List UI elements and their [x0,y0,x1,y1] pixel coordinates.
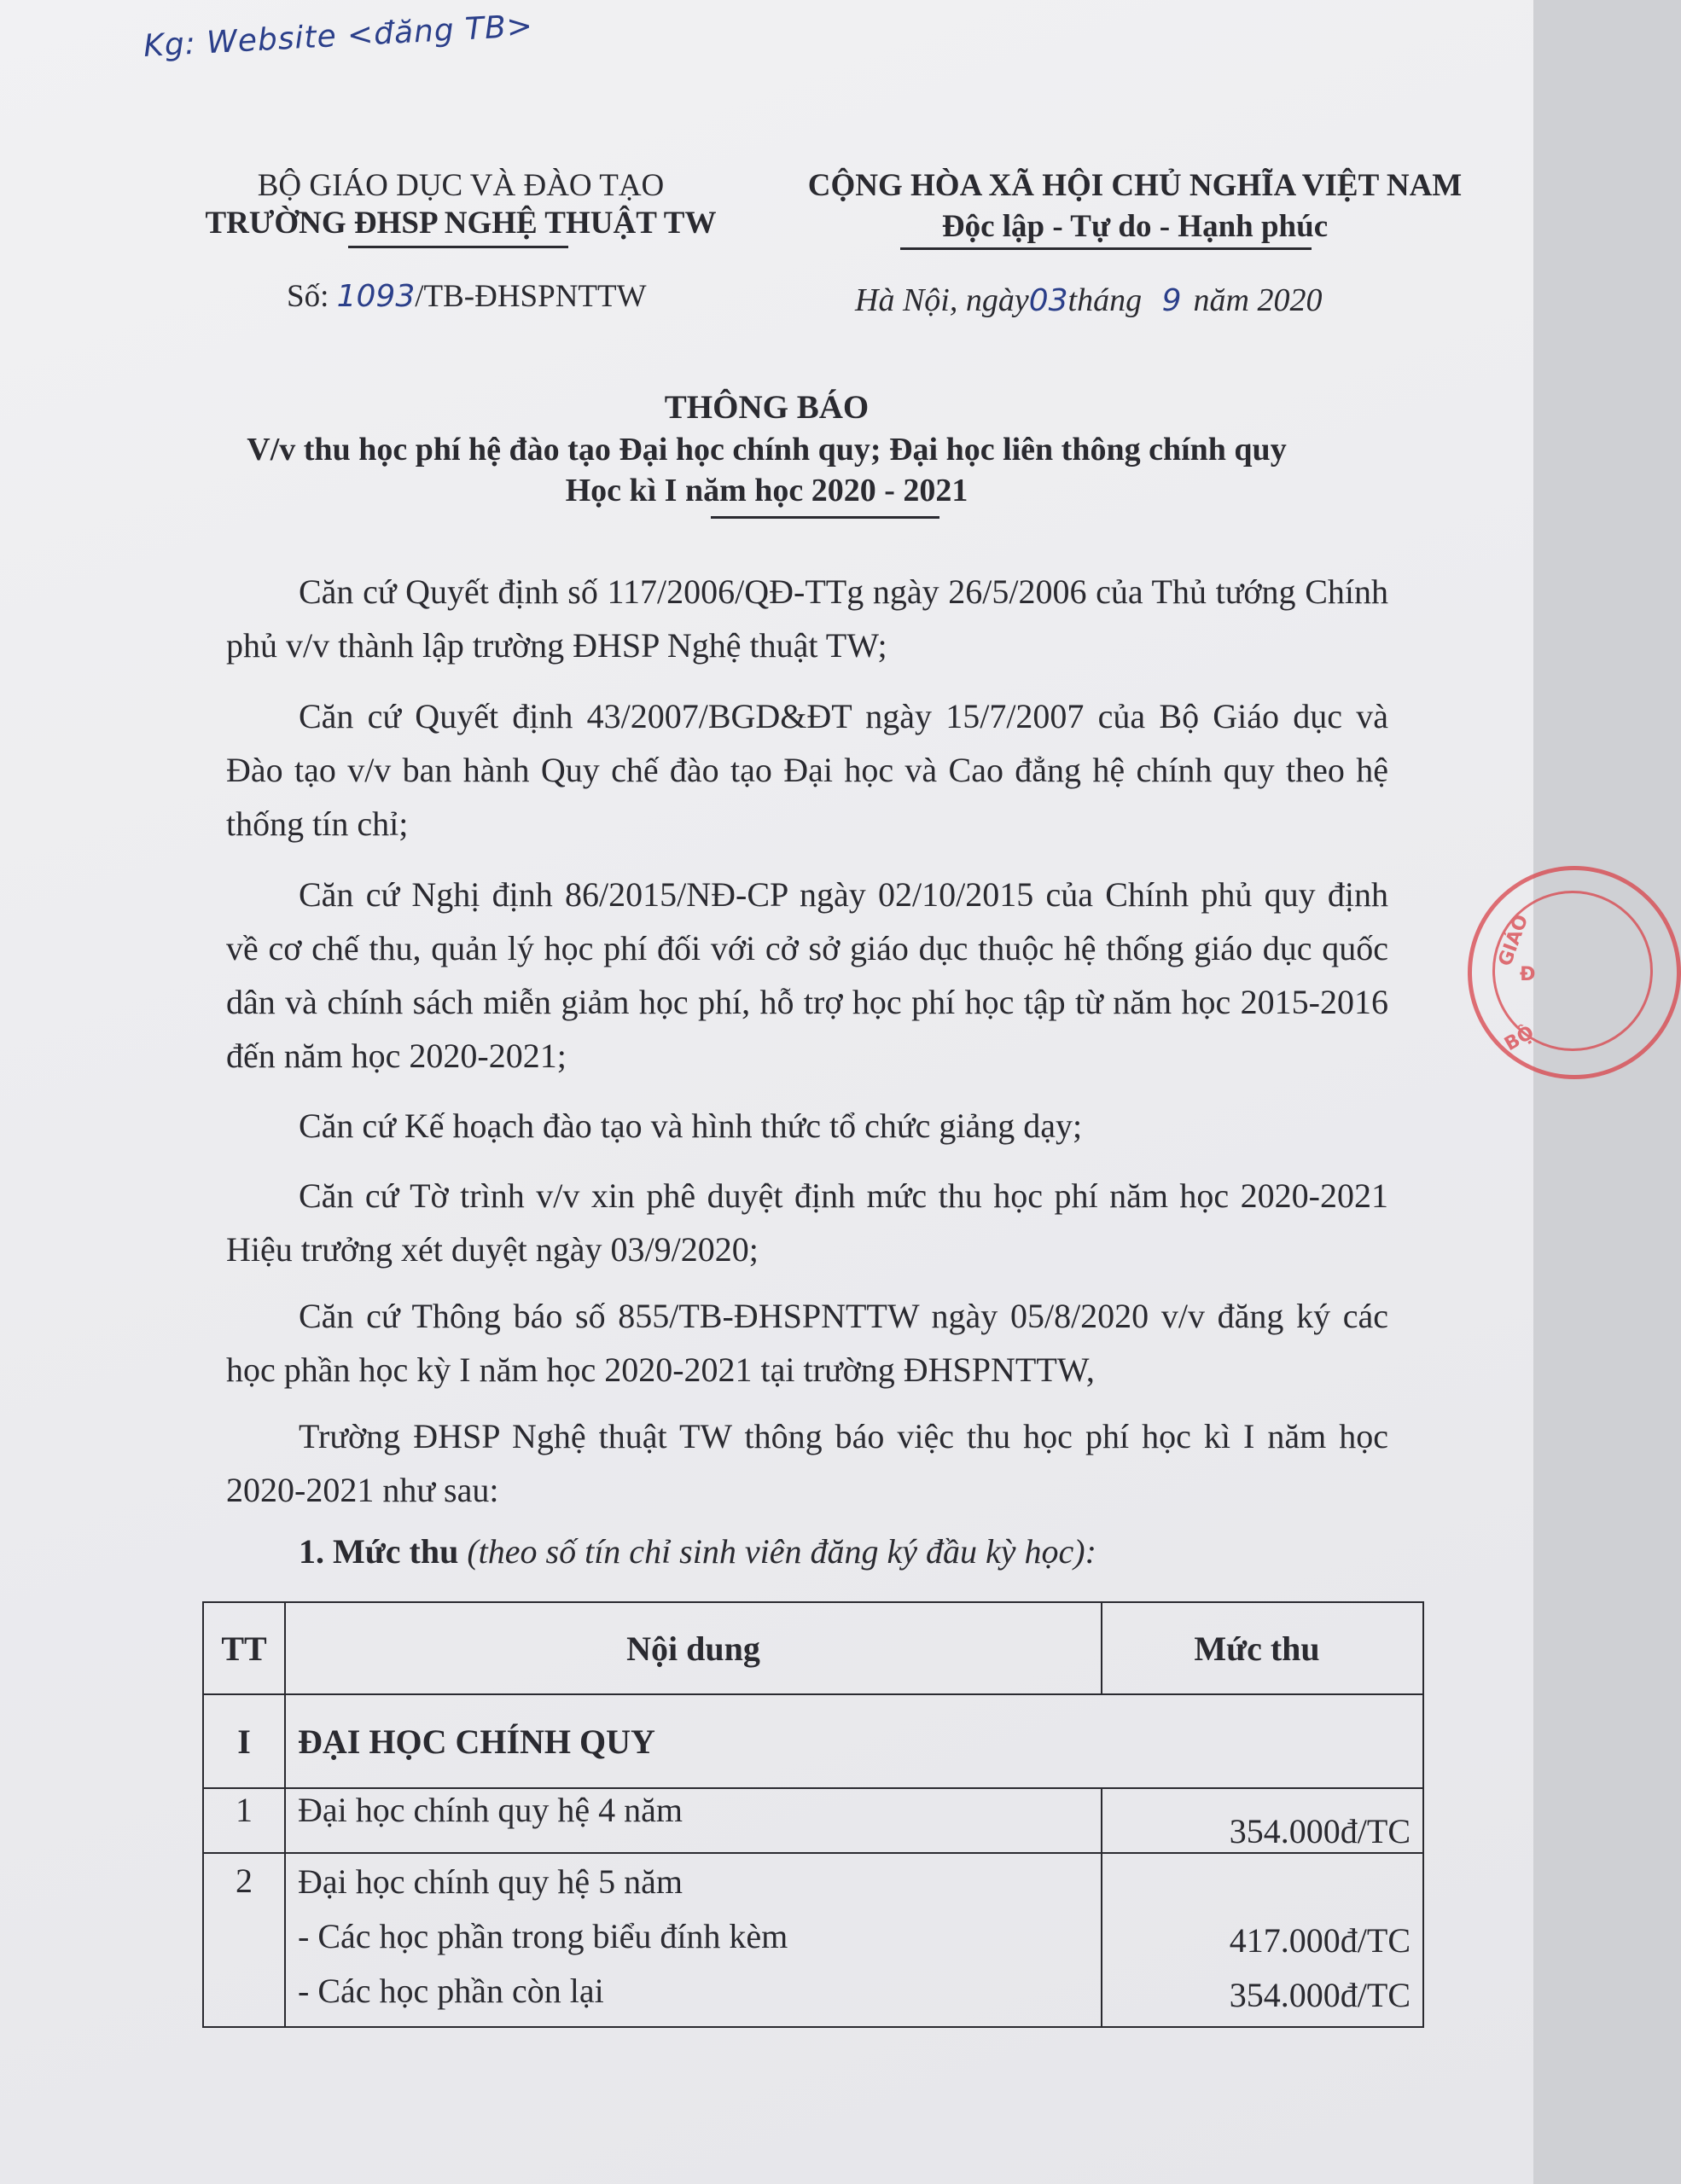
fee-table [202,1601,1424,2028]
paragraph-proposal: Căn cứ Tờ trình v/v xin phê duyệt định mức thu học phí năm học 2020-2021 Hiệu trưởng xét duyệt ngày 03/9/2020; [226,1176,1388,1269]
date-month-handwritten: 9 [1161,283,1182,318]
section-1-heading: 1. Mức thu (theo số tín chỉ sinh viên đăng ký đầu kỳ học): [299,1532,1096,1571]
paragraph-training-plan: Căn cứ Kế hoạch đào tạo và hình thức tổ chức giảng dạy; [299,1107,1083,1145]
paragraph-decision-43: Căn cứ Quyết định 43/2007/BGD&ĐT ngày 15/7/2007 của Bộ Giáo dục và Đào tạo v/v ban hành Quy chế đào tạo Đại học và Cao đẳng hệ chính quy theo hệ thống tín chỉ; [226,697,1388,843]
table-row [203,1853,1423,2027]
paragraph-announcement: Trường ĐHSP Nghệ thuật TW thông báo việc thu học phí học kì I năm học 2020-2021 như sau: [226,1417,1388,1509]
table-group-row [203,1694,1423,1788]
handwritten-note: Kg: Website <đăng TB> [143,9,534,64]
paragraph-notice-855: Căn cứ Thông báo số 855/TB-ĐHSPNTTW ngày 05/8/2020 v/v đăng ký các học phần học kỳ I năm học 2020-2021 tại trường ĐHSPNTTW, [226,1297,1388,1389]
row2-fee-remaining: 354.000đ/TC [1229,1976,1411,2014]
issue-date: Hà Nội, ngày03tháng 9 năm 2020 [855,282,1323,318]
notice-subject-line1: V/v thu học phí hệ đào tạo Đại học chính quy; Đại học liên thông chính quy [247,432,1287,468]
header-fee: Mức thu [1102,1602,1423,1694]
group-label: ĐẠI HỌC CHÍNH QUY [285,1694,1423,1788]
table-row [203,1788,1423,1853]
date-day-handwritten: 03 [1028,283,1068,318]
header-tt: TT [203,1602,285,1694]
notice-title: THÔNG BÁO [664,389,870,426]
document-number: Số: 1093/TB-ĐHSPNTTW [287,279,647,314]
row2-content [285,1853,1102,2027]
row1-content: Đại học chính quy hệ 4 năm [285,1788,1102,1853]
row2-fees [1102,1853,1423,2027]
row1-fee: 354.000đ/TC [1102,1788,1423,1853]
group-tt: I [203,1694,285,1788]
row2-fee-attached: 417.000đ/TC [1229,1921,1411,1960]
official-seal-icon: GIÁO Đ BỘ [1468,866,1681,1079]
school-underline [348,246,568,248]
row1-tt: 1 [203,1788,285,1853]
paragraph-decision-117: Căn cứ Quyết định số 117/2006/QĐ-TTg ngày 26/5/2006 của Thủ tướng Chính phủ v/v thành lập trường ĐHSP Nghệ thuật TW; [226,572,1388,665]
ministry-name: BỘ GIÁO DỤC VÀ ĐÀO TẠO [257,168,665,203]
row2-tt: 2 [203,1853,285,2027]
row2-item-remaining: - Các học phần còn lại [298,1972,604,2010]
country-name: CỘNG HÒA XÃ HỘI CHỦ NGHĨA VIỆT NAM [807,168,1463,203]
document-number-handwritten: 1093 [336,279,416,314]
motto: Độc lập - Tự do - Hạnh phúc [941,209,1329,244]
title-underline [711,516,939,519]
row2-item-attached: - Các học phần trong biểu đính kèm [298,1917,788,1955]
school-name: TRƯỜNG ĐHSP NGHỆ THUẬT TW [205,206,717,241]
row2-title: Đại học chính quy hệ 5 năm [298,1862,683,1901]
notice-subject-line2: Học kì I năm học 2020 - 2021 [565,473,968,508]
paragraph-decree-86: Căn cứ Nghị định 86/2015/NĐ-CP ngày 02/10/2015 của Chính phủ quy định về cơ chế thu, quản lý học phí đối với cở sở giáo dục thuộc hệ thống giáo dục quốc dân và chính sách miễn giảm học phí, hỗ trợ học phí học tập từ năm học 2015-2016 đến năm học 2020-2021; [226,875,1388,1075]
motto-underline [900,247,1312,250]
header-content: Nội dung [285,1602,1102,1694]
table-header-row [203,1602,1423,1694]
